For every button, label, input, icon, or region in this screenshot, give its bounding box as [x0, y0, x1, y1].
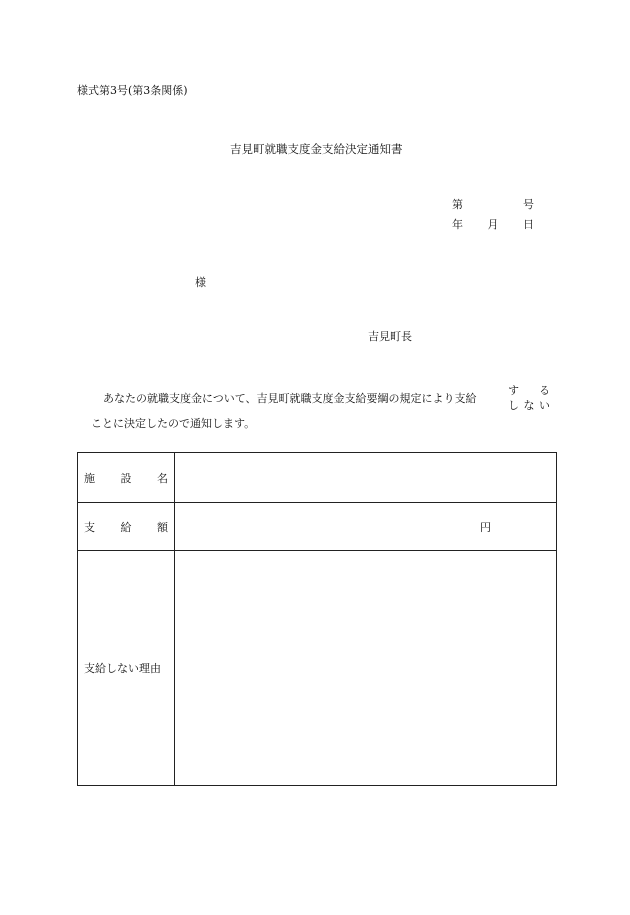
- non-payment-reason-label: [78, 551, 175, 785]
- payment-amount-label: [78, 503, 175, 550]
- label-char: 給: [120, 520, 132, 534]
- table-row-reason: [78, 550, 556, 785]
- label-char: 名: [157, 471, 168, 485]
- document-number-suffix: 号: [523, 198, 534, 211]
- document-number-prefix: 第: [452, 198, 463, 211]
- facility-name-label: [78, 453, 175, 502]
- table-row-amount: [78, 502, 556, 550]
- date-month-label: 月: [487, 218, 499, 231]
- payment-amount-field[interactable]: [175, 503, 556, 550]
- facility-name-field[interactable]: [175, 453, 556, 502]
- form-table: [77, 452, 557, 786]
- label-char: 支: [84, 520, 95, 534]
- choice-do-char: る: [539, 384, 550, 397]
- yen-unit: 円: [480, 521, 491, 534]
- date-year-label: 年: [452, 218, 463, 231]
- date-day-label: 日: [523, 218, 534, 231]
- choice-do: [508, 384, 550, 397]
- label-char: 設: [120, 471, 132, 485]
- label-char: 施: [84, 471, 95, 485]
- choice-not-char: い: [539, 399, 550, 412]
- document-title: 吉見町就職支度金支給決定通知書: [230, 142, 403, 156]
- table-row-facility: [78, 453, 556, 502]
- label-text: 支給しない理由: [84, 662, 161, 675]
- issuer-name: 吉見町長: [368, 330, 412, 343]
- document-number: [452, 198, 534, 211]
- non-payment-reason-field[interactable]: [175, 551, 556, 785]
- choice-not-char: な: [523, 399, 535, 412]
- choice-not-char: し: [508, 399, 519, 412]
- choice-not: [508, 399, 550, 412]
- issue-date: [452, 218, 534, 231]
- label-char: 額: [157, 520, 168, 534]
- addressee-honorific: 様: [195, 276, 206, 289]
- body-text-line1: あなたの就職支度金について、吉見町就職支度金支給要綱の規定により支給: [103, 392, 477, 405]
- form-number: 様式第3号(第3条関係): [77, 84, 188, 97]
- body-text-line2: ことに決定したので通知します。: [91, 417, 256, 430]
- choice-do-char: す: [508, 384, 519, 397]
